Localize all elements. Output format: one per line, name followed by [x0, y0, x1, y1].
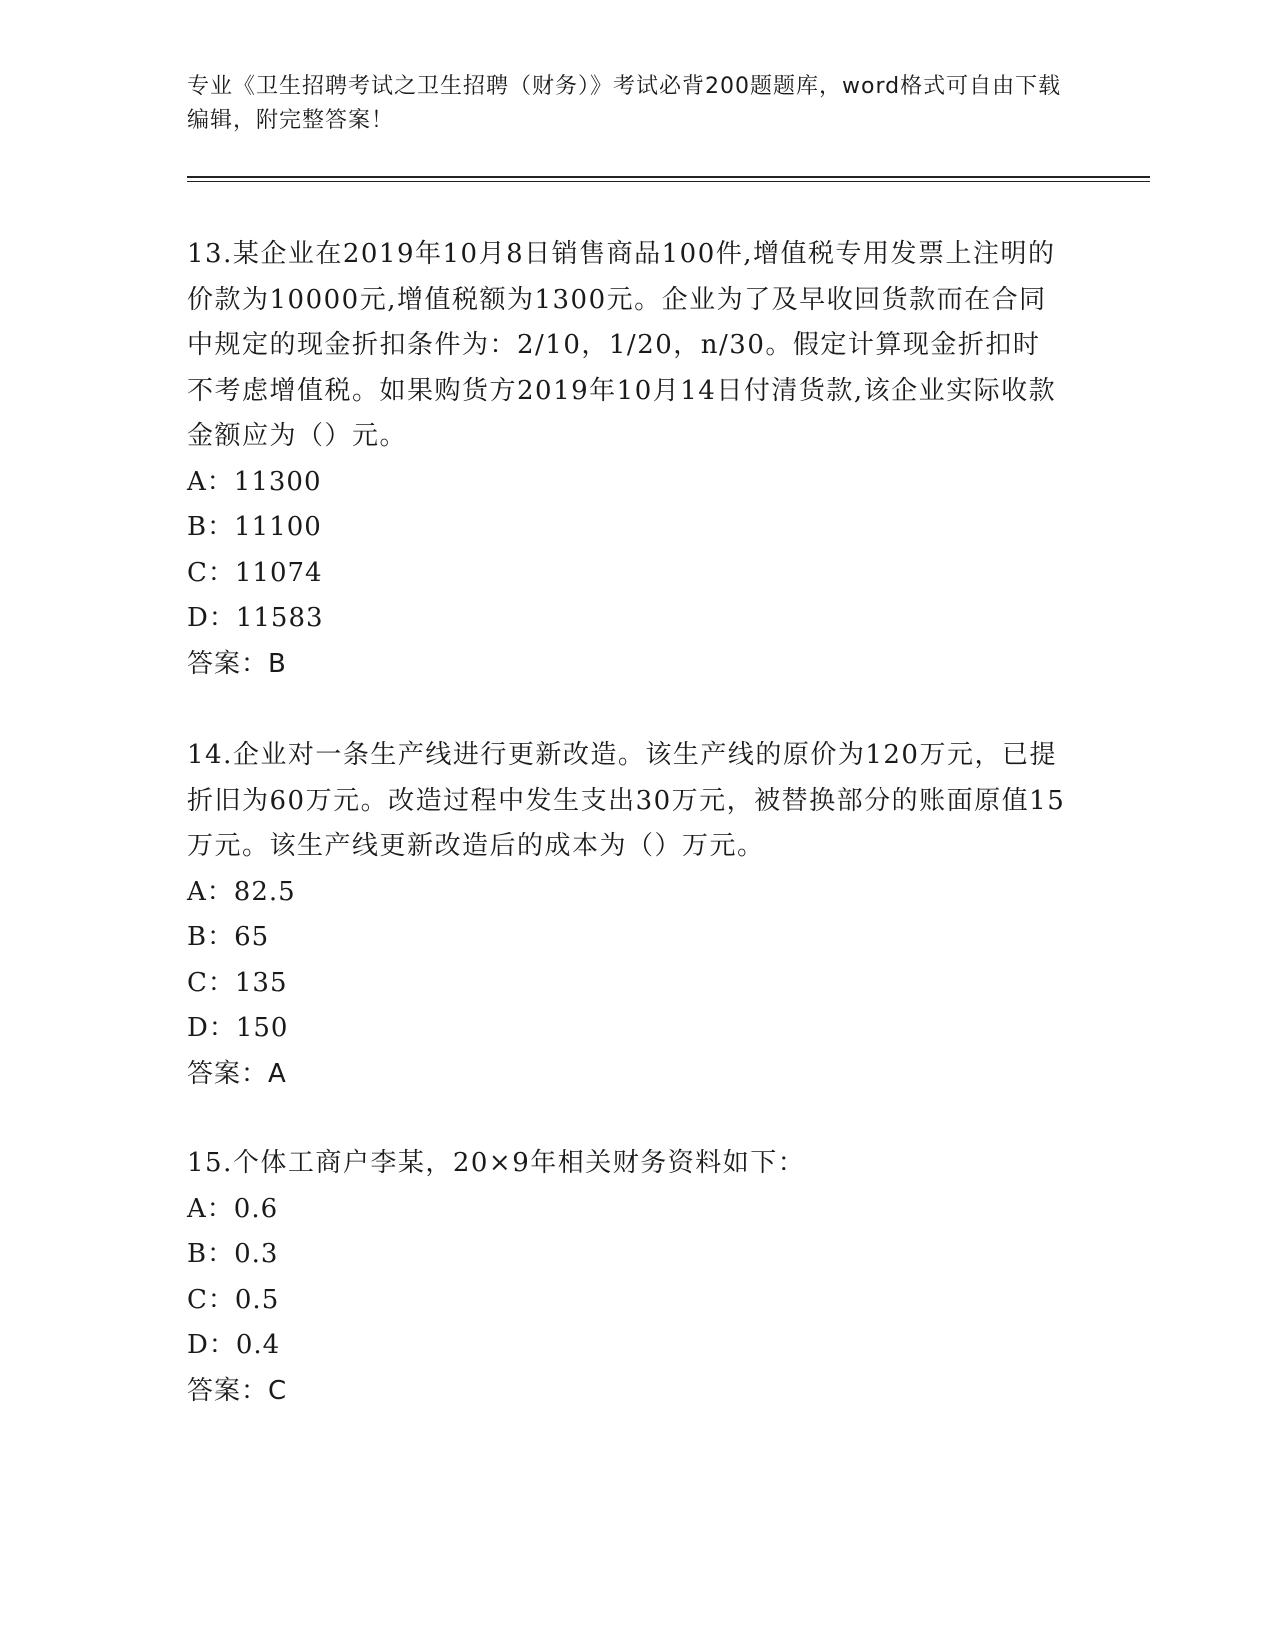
- option-a: A：82.5: [187, 876, 296, 907]
- option-d: D：11583: [187, 603, 324, 633]
- document-header: 专业《卫生招聘考试之卫生招聘（财务）》考试必背200题题库，word格式可自由下载编辑，附完整答案！: [187, 74, 1062, 133]
- option-b: B：65: [187, 922, 270, 952]
- option-b: B：11100: [187, 512, 322, 542]
- answer-line: 答案：A: [187, 1058, 287, 1089]
- answer-line: 答案：C: [187, 1375, 288, 1406]
- header-divider-top: [187, 176, 1150, 178]
- question-stem: 13.某企业在2019年10月8日销售商品100件,增值税专用发票上注明的价款为10000元,增值税额为1300元。企业为了及早收回货款而在合同中规定的现金折扣条件为：2/10，1/20，n/30。假定计算现金折扣时不考虑增值税。如果购货方2019年10月14日付清货款,该企业实际收款金额应为（）元。: [187, 239, 1057, 451]
- option-a: A：11300: [187, 466, 322, 497]
- option-c: C：0.5: [187, 1284, 280, 1315]
- option-c: C：11074: [187, 557, 323, 588]
- question-13: [187, 232, 1067, 687]
- question-14: [187, 733, 1067, 1097]
- question-15: [187, 1141, 1067, 1414]
- option-b: B：0.3: [187, 1239, 279, 1269]
- option-a: A：0.6: [187, 1193, 279, 1224]
- question-stem: 14.企业对一条生产线进行更新改造。该生产线的原价为120万元，已提折旧为60万元。改造过程中发生支出30万元，被替换部分的账面原值15万元。该生产线更新改造后的成本为（）万元。: [187, 740, 1066, 861]
- answer-line: 答案：B: [187, 648, 287, 679]
- header-divider-bottom: [187, 181, 1150, 182]
- option-d: D：150: [187, 1013, 289, 1043]
- question-stem: 15.个体工商户李某，20×9年相关财务资料如下：: [187, 1148, 806, 1178]
- option-d: D：0.4: [187, 1330, 281, 1360]
- option-c: C：135: [187, 967, 288, 998]
